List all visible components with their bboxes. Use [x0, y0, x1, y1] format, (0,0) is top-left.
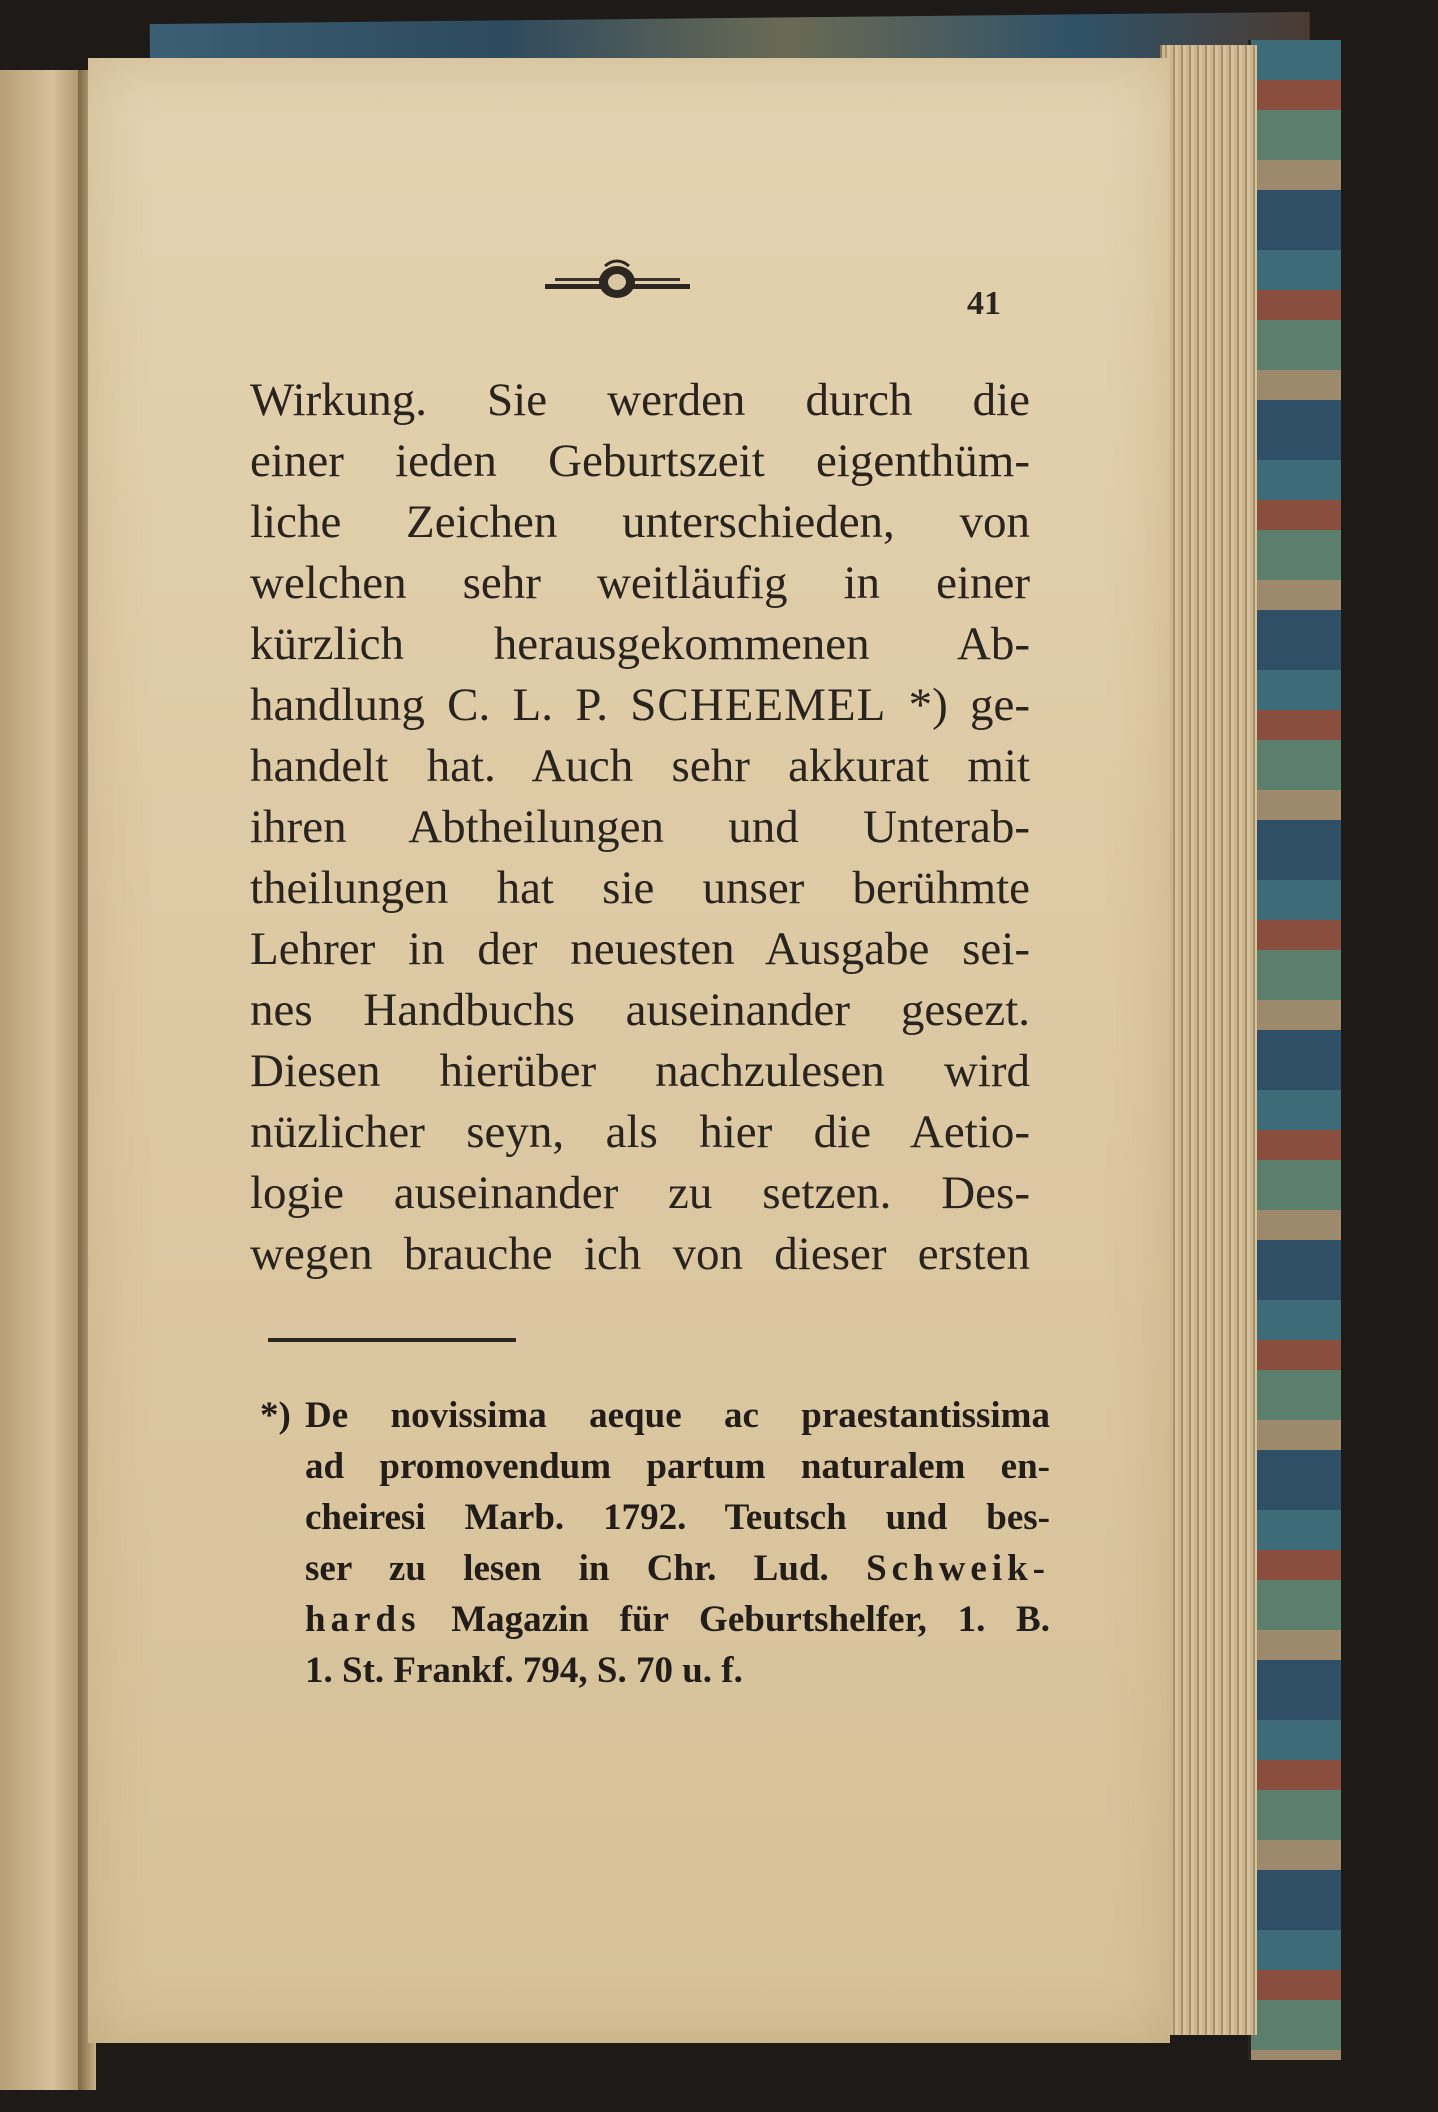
text-line: logie auseinander zu setzen. Des- [250, 1167, 1030, 1219]
text-line: kürzlich herausgekommenen Ab- [250, 618, 1030, 670]
text-segment: Magazin für Geburtshelfer, 1. B. [451, 1599, 1050, 1640]
decorative-vignette-icon [545, 256, 690, 306]
footnote-line: De novissima aeque ac praestantissima [305, 1395, 1050, 1436]
author-name: SCHEEMEL [630, 679, 887, 731]
left-page-edge [0, 70, 88, 2090]
text-line: handelt hat. Auch sehr akkurat mit [250, 740, 1030, 792]
text-segment: *) ge- [908, 679, 1030, 731]
text-line: liche Zeichen unterschieden, von [250, 496, 1030, 548]
text-line: ihren Abtheilungen und Unterab- [250, 801, 1030, 853]
footnote [260, 1390, 1051, 1696]
footnote-line: ad promovendum partum naturalem en- [305, 1446, 1050, 1487]
spaced-name: Schweik- [866, 1548, 1051, 1589]
text-segment: ser zu lesen in Chr. Lud. [305, 1548, 829, 1589]
text-line: wegen brauche ich von dieser ersten [250, 1228, 1030, 1280]
text-line: theilungen hat sie unser berühmte [250, 862, 1030, 914]
text-line: Lehrer in der neuesten Ausgabe sei- [250, 923, 1030, 975]
text-line-with-name [250, 675, 1030, 736]
body-text [250, 370, 1030, 1285]
text-line: nes Handbuchs auseinander gesezt. [250, 984, 1030, 1036]
text-line: welchen sehr weitläufig in einer [250, 557, 1030, 609]
footnote-line [305, 1543, 1050, 1594]
text-line: nüzlicher seyn, als hier die Aetio- [250, 1106, 1030, 1158]
spaced-name: hards [305, 1599, 421, 1640]
text-line: Wirkung. Sie werden durch die [250, 374, 1030, 426]
footnote-line [305, 1594, 1050, 1645]
text-line: Diesen hierüber nachzulesen wird [250, 1045, 1030, 1097]
footnote-rule [268, 1338, 516, 1342]
page-stack-edges [1160, 45, 1257, 2035]
footnote-marker: *) [260, 1395, 291, 1436]
text-segment: handlung C. L. P. [250, 679, 608, 731]
footnote-line: 1. St. Frankf. 794, S. 70 u. f. [305, 1650, 743, 1691]
footnote-line: cheiresi Marb. 1792. Teutsch und bes- [305, 1497, 1050, 1538]
page-number: 41 [967, 285, 1001, 322]
book-cover-marbled-edge [1248, 40, 1341, 2060]
text-line: einer ieden Geburtszeit eigenthüm- [250, 435, 1030, 487]
